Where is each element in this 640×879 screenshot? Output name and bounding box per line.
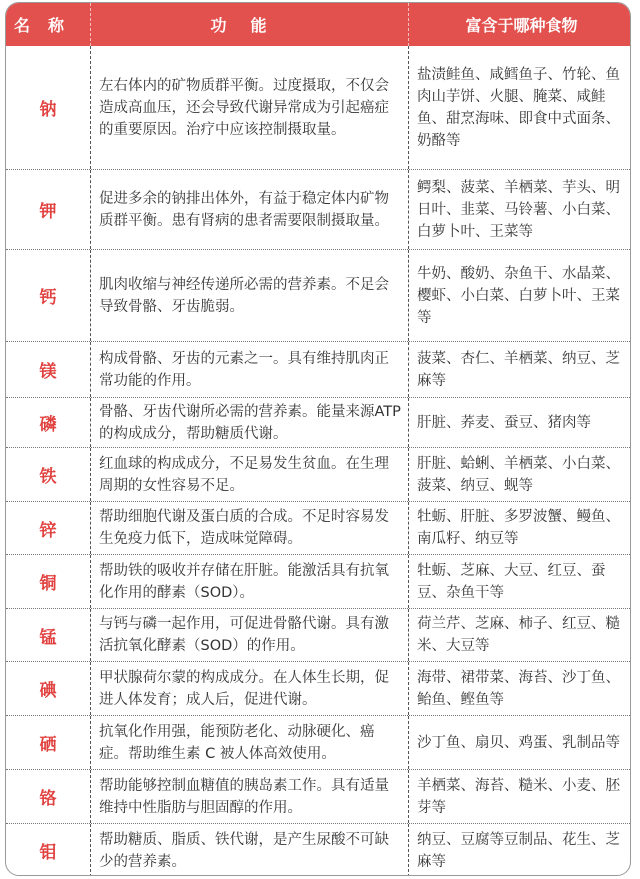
table-row: [6, 501, 630, 554]
mineral-name: 镁: [39, 362, 57, 382]
foods-cell: [408, 824, 630, 876]
mineral-name: 锰: [39, 627, 57, 648]
foods-text: 牛奶、酸奶、杂鱼干、水晶菜、樱虾、小白菜、白萝卜叶、王菜等: [417, 265, 620, 326]
mineral-name: 钠: [39, 100, 57, 120]
mineral-cell: [6, 824, 90, 876]
foods-text: 海带、裙带菜、海苔、沙丁鱼、鲐鱼、鲣鱼等: [417, 669, 620, 708]
function-cell: [90, 342, 408, 397]
mineral-cell: [6, 250, 90, 341]
mineral-cell: [6, 398, 90, 447]
function-cell: [90, 46, 408, 169]
mineral-name: 锌: [39, 520, 57, 541]
foods-text: 鳄梨、菠菜、羊栖菜、芋头、明日叶、韭菜、马铃薯、小白菜、白萝卜叶、王菜等: [417, 179, 620, 240]
mineral-name: 碘: [39, 681, 57, 701]
foods-text: 盐渍鲑鱼、咸鳕鱼子、竹轮、鱼肉山芋饼、火腿、腌菜、咸鲑鱼、甜烹海味、即食中式面条、奶酪等: [417, 66, 620, 149]
foods-cell: [408, 716, 630, 769]
foods-text: 肝脏、荞麦、蚕豆、猪肉等: [417, 414, 591, 431]
table-header: [6, 3, 630, 46]
table-row: [6, 608, 630, 661]
foods-text: 菠菜、杏仁、羊栖菜、纳豆、芝麻等: [417, 350, 620, 389]
foods-cell: [408, 770, 630, 823]
foods-cell: [408, 555, 630, 608]
function-cell: [90, 770, 408, 823]
mineral-cell: [6, 502, 90, 554]
table-row: [6, 397, 630, 447]
mineral-cell: [6, 716, 90, 769]
function-text: 肌肉收缩与神经传递所必需的营养素。不足会导致骨骼、牙齿脆弱。: [99, 276, 389, 315]
table-row: [6, 46, 630, 169]
mineral-name: 钙: [39, 288, 57, 308]
table-row: [6, 169, 630, 249]
function-text: 帮助能够控制血糖值的胰岛素工作。具有适量维持中性脂肪与胆固醇的作用。: [99, 777, 389, 816]
header-function-label: 功能: [210, 16, 291, 35]
header-name: [6, 13, 90, 36]
header-function: [90, 3, 408, 46]
mineral-cell: [6, 170, 90, 249]
function-cell: [90, 609, 408, 661]
function-text: 帮助糖质、脂质、铁代谢，是产生尿酸不可缺少的营养素。: [99, 831, 389, 870]
table-row: [6, 769, 630, 823]
header-name-label: 名称: [13, 16, 82, 35]
mineral-cell: [6, 342, 90, 397]
function-cell: [90, 555, 408, 608]
foods-text: 牡蛎、芝麻、大豆、红豆、蚕豆、杂鱼干等: [417, 562, 606, 601]
foods-cell: [408, 398, 630, 447]
foods-text: 沙丁鱼、扇贝、鸡蛋、乳制品等: [417, 734, 620, 751]
mineral-cell: [6, 609, 90, 661]
table-row: [6, 554, 630, 608]
function-text: 帮助铁的吸收并存储在肝脏。能激活具有抗氧化作用的酵素（SOD）。: [99, 562, 389, 601]
mineral-name: 硒: [39, 735, 57, 755]
mineral-cell: [6, 46, 90, 169]
mineral-name: 磷: [39, 415, 57, 435]
function-text: 骨骼、牙齿代谢所必需的营养素。能量来源ATP 的构成成分，帮助糖质代谢。: [99, 403, 401, 442]
foods-text: 荷兰芹、芝麻、柿子、红豆、糙米、大豆等: [417, 616, 620, 654]
mineral-name: 铜: [39, 574, 57, 594]
table-row: [6, 661, 630, 715]
foods-text: 纳豆、豆腐等豆制品、花生、芝麻等: [417, 831, 620, 870]
foods-cell: [408, 46, 630, 169]
function-cell: [90, 716, 408, 769]
foods-text: 肝脏、蛤蜊、羊栖菜、小白菜、菠菜、纳豆、蚬等: [417, 455, 620, 494]
mineral-cell: [6, 555, 90, 608]
function-text: 与钙与磷一起作用，可促进骨骼代谢。具有激活抗氧化酵素（SOD）的作用。: [99, 616, 389, 654]
foods-cell: [408, 250, 630, 341]
function-text: 促进多余的钠排出体外，有益于稳定体内矿物质群平衡。患有肾病的患者需要限制摄取量。: [99, 190, 389, 229]
foods-cell: [408, 170, 630, 249]
header-foods-label: 富含于哪种食物: [465, 16, 578, 35]
function-cell: [90, 662, 408, 715]
table-row: [6, 447, 630, 501]
mineral-cell: [6, 662, 90, 715]
function-cell: [90, 448, 408, 501]
function-text: 甲状腺荷尔蒙的构成成分。在人体生长期，促进人体发育；成人后，促进代谢。: [99, 669, 389, 708]
foods-cell: [408, 448, 630, 501]
function-text: 左右体内的矿物质群平衡。过度摄取，不仅会造成高血压，还会导致代谢异常成为引起癌症的重要原因。治疗中应该控制摄取量。: [99, 77, 389, 138]
mineral-name: 铬: [39, 789, 57, 809]
foods-text: 羊栖菜、海苔、糙米、小麦、胚芽等: [417, 777, 620, 816]
foods-cell: [408, 502, 630, 554]
mineral-name: 铁: [39, 467, 57, 487]
function-cell: [90, 502, 408, 554]
mineral-name: 钾: [39, 202, 57, 222]
table-row: [6, 249, 630, 341]
function-text: 构成骨骼、牙齿的元素之一。具有维持肌肉正常功能的作用。: [99, 350, 389, 389]
table-row: [6, 715, 630, 769]
function-text: 抗氧化作用强，能预防老化、动脉硬化、癌症。帮助维生素 C 被人体高效使用。: [99, 723, 375, 762]
foods-cell: [408, 342, 630, 397]
minerals-table: [5, 2, 631, 876]
foods-cell: [408, 609, 630, 661]
header-foods: [408, 3, 630, 46]
table-row: [6, 341, 630, 397]
foods-cell: [408, 662, 630, 715]
mineral-cell: [6, 770, 90, 823]
function-cell: [90, 398, 408, 447]
function-text: 红血球的构成成分，不足易发生贫血。在生理周期的女性容易不足。: [99, 455, 389, 494]
mineral-name: 钼: [39, 843, 57, 863]
function-text: 帮助细胞代谢及蛋白质的合成。不足时容易发生免疫力低下，造成味觉障碍。: [99, 509, 389, 547]
mineral-cell: [6, 448, 90, 501]
function-cell: [90, 824, 408, 876]
function-cell: [90, 250, 408, 341]
table-row: [6, 823, 630, 876]
foods-text: 牡蛎、肝脏、多罗波蟹、鳗鱼、南瓜籽、纳豆等: [417, 509, 620, 547]
function-cell: [90, 170, 408, 249]
